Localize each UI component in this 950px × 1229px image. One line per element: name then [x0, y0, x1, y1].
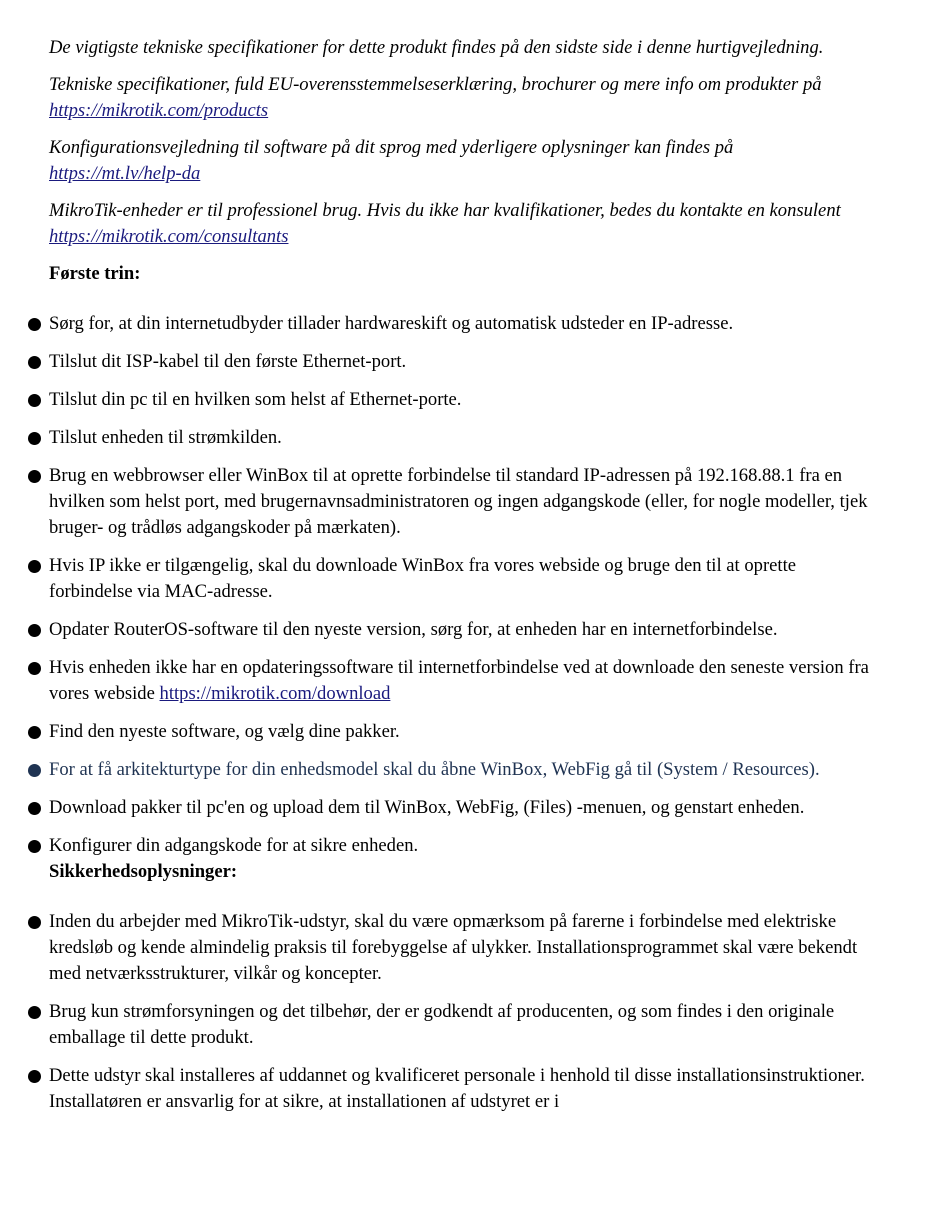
bullet-icon	[28, 624, 41, 637]
first-steps-list	[49, 311, 869, 859]
list-item-text: Hvis IP ikke er tilgængelig, skal du downloade WinBox fra vores webside og bruge den til at oprette forbindelse via MAC-adresse.	[49, 555, 796, 602]
list-item	[49, 553, 869, 605]
bullet-icon	[28, 432, 41, 445]
list-item-text: Download pakker til pc'en og upload dem til WinBox, WebFig, (Files) -menuen, og genstart enheden.	[49, 797, 805, 818]
intro-text: Konfigurationsvejledning til software på dit sprog med yderligere oplysninger kan findes på	[49, 137, 734, 158]
list-item-text: Sørg for, at din internetudbyder tillader hardwareskift og automatisk udsteder en IP-adresse.	[49, 313, 734, 334]
list-item	[49, 387, 869, 413]
bullet-icon	[28, 726, 41, 739]
intro-paragraph-products	[49, 72, 869, 124]
list-item-text: Tilslut enheden til strømkilden.	[49, 427, 282, 448]
document-content	[49, 35, 869, 1127]
help-link[interactable]: https://mt.lv/help-da	[49, 163, 201, 184]
list-item-text: Hvis enheden ikke har en opdateringssoftware til internetforbindelse ved at downloade den seneste version fra vores webside	[49, 657, 869, 704]
bullet-icon	[28, 1070, 41, 1083]
bullet-icon	[28, 802, 41, 815]
list-item-highlighted	[49, 757, 869, 783]
list-item-text: Brug en webbrowser eller WinBox til at oprette forbindelse til standard IP-adressen på 192.168.88.1 fra en hvilken som helst port, med brugernavnsadministratoren og ingen adgangskode (eller, for nogle modeller, tjek bruger- og trådløs adgangskoder på mærkaten).	[49, 465, 868, 538]
list-item-text: Opdater RouterOS-software til den nyeste version, sørg for, at enheden har en internetforbindelse.	[49, 619, 778, 640]
list-item	[49, 909, 869, 987]
list-item	[49, 999, 869, 1051]
safety-heading: Sikkerhedsoplysninger:	[49, 861, 238, 882]
bullet-icon	[28, 470, 41, 483]
list-item	[49, 349, 869, 375]
list-item-text: Find den nyeste software, og vælg dine pakker.	[49, 721, 400, 742]
first-steps-heading: Første trin:	[49, 263, 141, 284]
list-item	[49, 425, 869, 451]
download-link[interactable]: https://mikrotik.com/download	[159, 683, 391, 704]
intro-text: MikroTik-enheder er til professionel brug. Hvis du ikke har kvalifikationer, bedes du kontakte en konsulent	[49, 200, 841, 221]
list-item	[49, 1063, 869, 1115]
intro-text: Tekniske specifikationer, fuld EU-overensstemmelseserklæring, brochurer og mere info om produkter på	[49, 74, 822, 95]
bullet-icon	[28, 356, 41, 369]
list-item-text: Brug kun strømforsyningen og det tilbehør, der er godkendt af producenten, og som findes i den originale emballage til dette produkt.	[49, 1001, 835, 1048]
list-item	[49, 617, 869, 643]
bullet-icon	[28, 1006, 41, 1019]
list-item	[49, 655, 869, 707]
list-item-text: Konfigurer din adgangskode for at sikre enheden.	[49, 835, 419, 856]
list-item-text: Tilslut dit ISP-kabel til den første Ethernet-port.	[49, 351, 407, 372]
bullet-icon	[28, 764, 41, 777]
bullet-icon	[28, 394, 41, 407]
list-item-text: For at få arkitekturtype for din enhedsmodel skal du åbne WinBox, WebFig gå til (System / Resources).	[49, 759, 820, 780]
list-item-text: Tilslut din pc til en hvilken som helst af Ethernet-porte.	[49, 389, 462, 410]
products-link[interactable]: https://mikrotik.com/products	[49, 100, 269, 121]
safety-list	[49, 909, 869, 1115]
list-item	[49, 463, 869, 541]
consultants-link[interactable]: https://mikrotik.com/consultants	[49, 226, 289, 247]
list-item-text: Inden du arbejder med MikroTik-udstyr, skal du være opmærksom på farerne i forbindelse med elektriske kredsløb og kende almindelig praksis til forebyggelse af ulykker. Installationsprogrammet skal være bekendt med netværksstrukturer, vilkår og koncepter.	[49, 911, 858, 984]
list-item	[49, 719, 869, 745]
bullet-icon	[28, 560, 41, 573]
list-item	[49, 795, 869, 821]
intro-paragraph-consultants	[49, 198, 869, 250]
bullet-icon	[28, 916, 41, 929]
intro-paragraph-help	[49, 135, 869, 187]
intro-text: De vigtigste tekniske specifikationer for dette produkt findes på den sidste side i denne hurtigvejledning.	[49, 37, 824, 58]
bullet-icon	[28, 662, 41, 675]
bullet-icon	[28, 840, 41, 853]
list-item-text: Dette udstyr skal installeres af uddannet og kvalificeret personale i henhold til disse installationsinstruktioner. Installatøren er ansvarlig for at sikre, at installationen af udstyret er i	[49, 1065, 865, 1112]
list-item	[49, 833, 869, 859]
intro-paragraph-specs	[49, 35, 869, 61]
bullet-icon	[28, 318, 41, 331]
list-item	[49, 311, 869, 337]
